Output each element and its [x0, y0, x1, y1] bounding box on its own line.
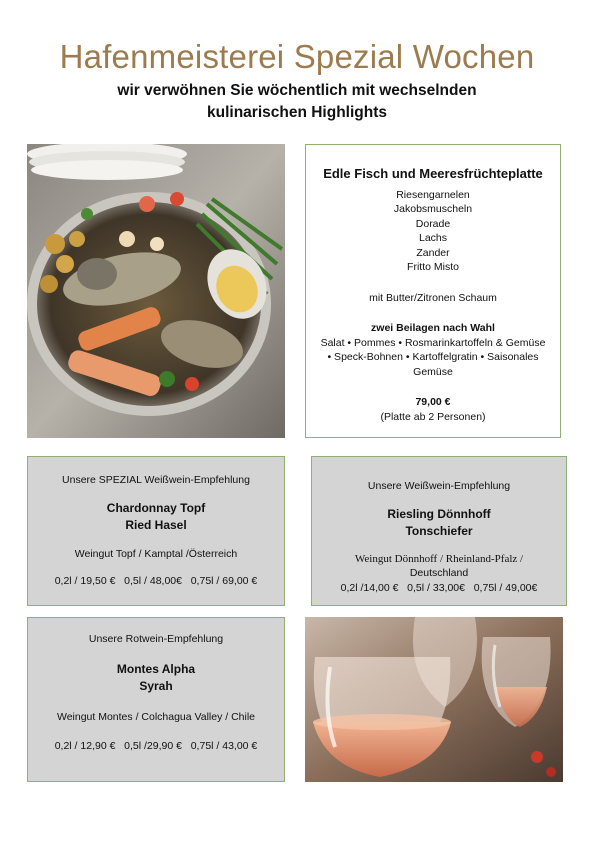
red-wine-card: [27, 617, 285, 782]
wine-name-line1: Montes Alpha: [116, 661, 196, 676]
wine-winery: Weingut Topf / Kamptal /Österreich: [74, 547, 238, 560]
page-subtitle-line2: kulinarischen Highlights: [207, 104, 387, 121]
platter-title: Edle Fisch und Meeresfrüchteplatte: [323, 166, 543, 181]
page-title: Hafenmeisterei Spezial Wochen: [59, 38, 535, 75]
platter-item: Zander: [416, 246, 450, 259]
wine-glasses-photo: [305, 617, 563, 782]
platter-sides-line1: Salat • Pommes • Rosmarinkartoffeln & Gemüse: [320, 336, 546, 349]
platter-item: Dorade: [415, 217, 451, 230]
wine-name-line1: Riesling Dönnhoff: [387, 506, 491, 521]
seafood-platter-card: [305, 144, 561, 438]
wine-heading: Unsere SPEZIAL Weißwein-Empfehlung: [62, 474, 250, 486]
platter-item: Riesengarnelen: [396, 188, 470, 201]
wine-winery-line1: Weingut Dönnhoff / Rheinland-Pfalz /: [354, 552, 524, 565]
wine-winery: Weingut Montes / Colchagua Valley / Chile: [56, 710, 256, 723]
wine-heading: Unsere Rotwein-Empfehlung: [88, 633, 224, 645]
special-white-wine-card: [27, 456, 285, 606]
wine-name-line2: Ried Hasel: [125, 517, 187, 532]
wine-winery-line2: Deutschland: [409, 567, 469, 579]
wine-name-line2: Syrah: [139, 678, 173, 693]
wine-prices: 0,2l / 12,90 € 0,5l /29,90 € 0,75l / 43,00 €: [54, 740, 258, 752]
wine-name-line1: Chardonnay Topf: [106, 500, 206, 515]
platter-item: Lachs: [418, 232, 448, 244]
platter-sides-line3: Gemüse: [413, 365, 453, 378]
wine-heading: Unsere Weißwein-Empfehlung: [367, 480, 511, 492]
wine-prices: 0,2l / 19,50 € 0,5l / 48,00€ 0,75l / 69,00 €: [54, 575, 258, 587]
platter-sides-title: zwei Beilagen nach Wahl: [371, 322, 495, 334]
wine-prices: 0,2l /14,00 € 0,5l / 33,00€ 0,75l / 49,00€: [340, 581, 538, 594]
platter-item: Fritto Misto: [407, 261, 459, 273]
wine-name-line2: Tonschiefer: [405, 523, 473, 538]
platter-price: 79,00 €: [415, 396, 451, 408]
page-subtitle-line1: wir verwöhnen Sie wöchentlich mit wechselnden: [117, 82, 477, 99]
seafood-platter-photo: [27, 144, 285, 438]
platter-price-note: (Platte ab 2 Personen): [380, 410, 486, 423]
white-wine-card: [311, 456, 567, 606]
platter-sides-line2: • Speck-Bohnen • Kartoffelgratin • Saisonales: [327, 351, 539, 363]
platter-item: Jakobsmuscheln: [393, 203, 473, 215]
platter-sauce: mit Butter/Zitronen Schaum: [369, 291, 497, 304]
